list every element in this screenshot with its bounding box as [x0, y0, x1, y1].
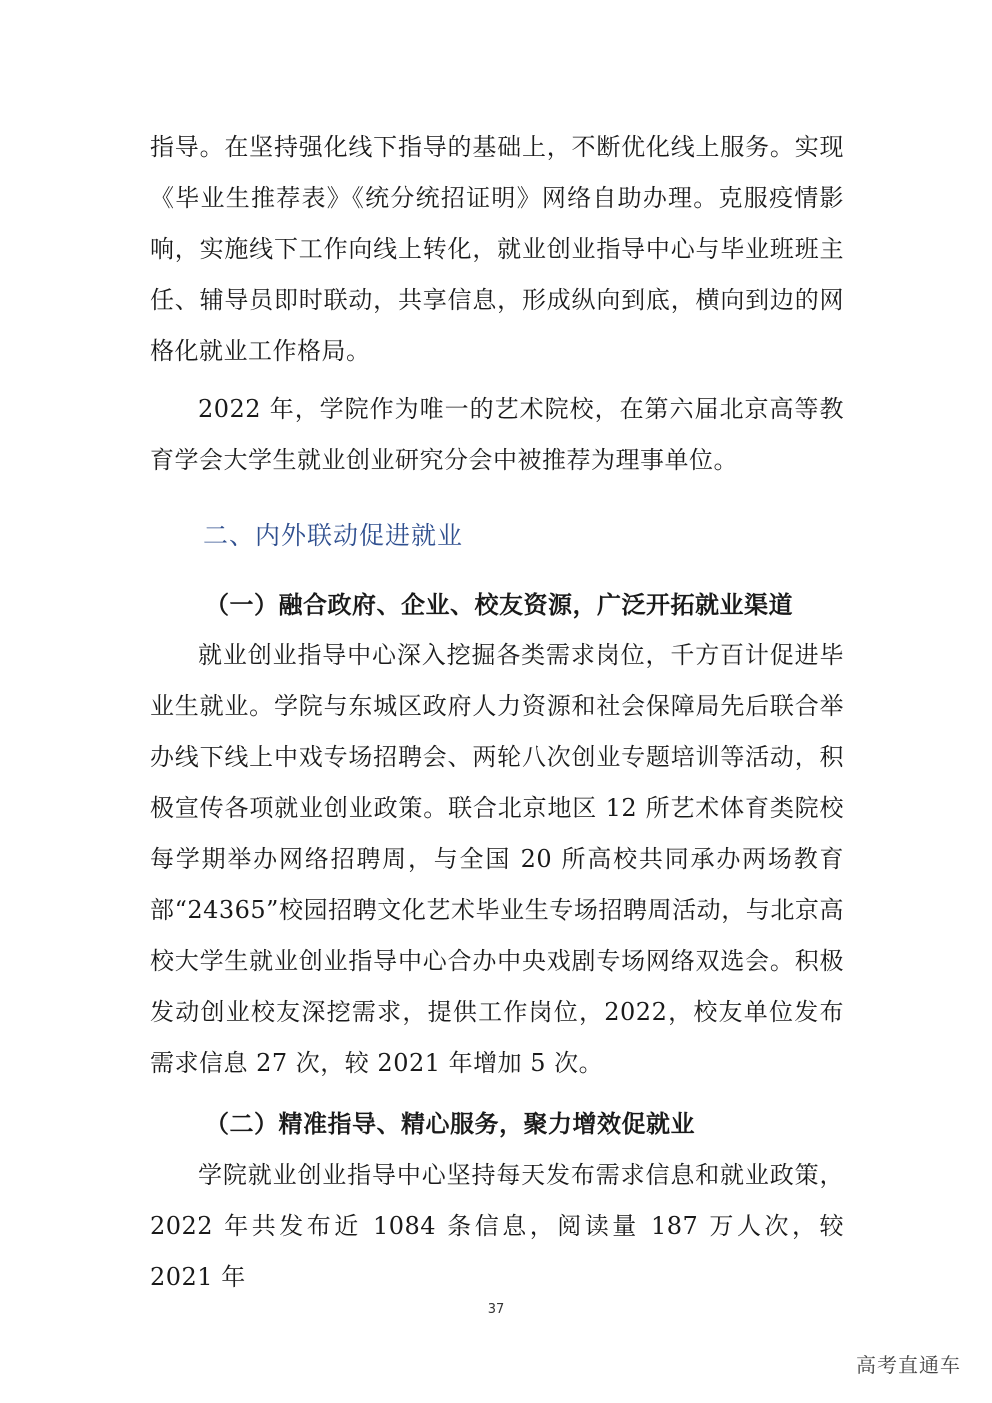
- subsection-2-body: 学院就业创业指导中心坚持每天发布需求信息和就业政策，2022 年共发布近 1084 条信息，阅读量 187 万人次，较 2021 年: [150, 1161, 844, 1291]
- subsection-2-heading: （二）精准指导、精心服务，聚力增效促就业: [205, 1109, 695, 1138]
- subsection-1-body: 就业创业指导中心深入挖掘各类需求岗位，千方百计促进毕业生就业。学院与东城区政府人力资源和社会保障局先后联合举办线下线上中戏专场招聘会、两轮八次创业专题培训等活动，积极宣传各项就业创业政策。联合北京地区 12 所艺术体育类院校每学期举办网络招聘周，与全国 20 所高校共同承办两场教育部“24365”校园招聘文化艺术毕业生专场招聘周活动，与北京高校大学生就业创业指导中心合办中央戏剧专场网络双选会。积极发动创业校友深挖需求，提供工作岗位，2022，校友单位发布需求信息 27 次，较 2021 年增加 5 次。: [150, 641, 844, 1077]
- continued-paragraph: 指导。在坚持强化线下指导的基础上，不断优化线上服务。实现《毕业生推荐表》《统分统招证明》网络自助办理。克服疫情影响，实施线下工作向线上转化，就业创业指导中心与毕业班班主任、辅导员即时联动，共享信息，形成纵向到底，横向到边的网格化就业工作格局。: [150, 133, 844, 365]
- paragraph-2022-council: 2022 年，学院作为唯一的艺术院校，在第六届北京高等教育学会大学生就业创业研究分会中被推荐为理事单位。: [150, 395, 844, 474]
- watermark-text: 高考直通车: [856, 1353, 961, 1377]
- page-number: 37: [487, 1302, 505, 1317]
- section-heading: 二、内外联动促进就业: [203, 521, 464, 550]
- subsection-1-heading: （一）融合政府、企业、校友资源，广泛开拓就业渠道: [205, 590, 793, 619]
